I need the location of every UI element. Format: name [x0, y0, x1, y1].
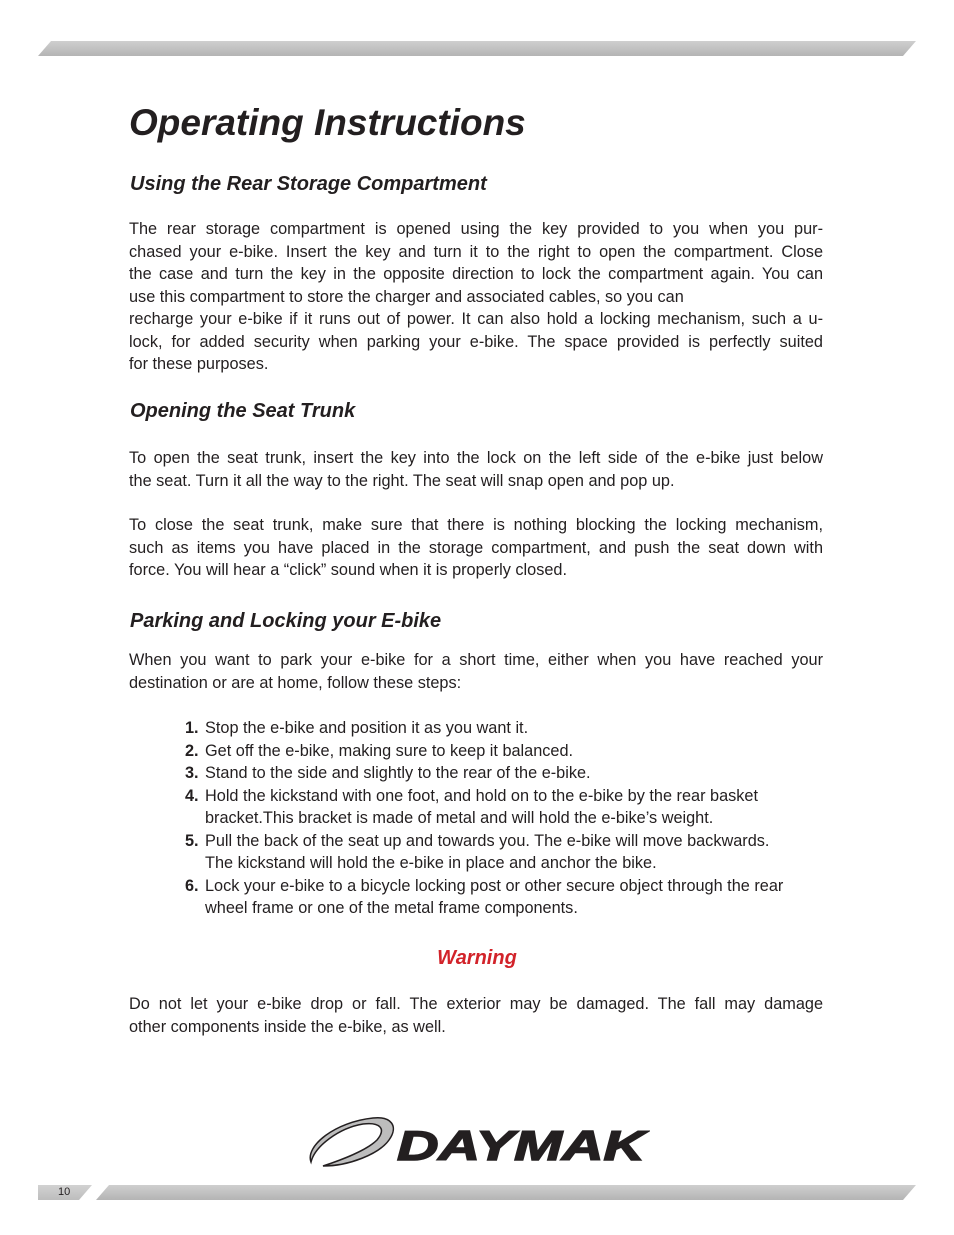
step-text-continued: The kickstand will hold the e-bike in place and anchor the bike.: [205, 854, 657, 872]
logo-swoosh-icon: [310, 1118, 393, 1166]
text-line: recharge your e-bike if it runs out of power. It can also hold a locking mechanism, such a u-: [129, 310, 823, 328]
step-number: 4.: [185, 786, 199, 805]
heading-parking: Parking and Locking your E-bike: [130, 610, 442, 632]
step-number: 3.: [185, 764, 199, 782]
text-line: such as items you have placed in the storage compartment, and push the seat down with: [129, 538, 823, 557]
text-line: the case and turn the key in the opposite direction to lock the compartment again. You can: [129, 265, 823, 283]
text-line: force. You will hear a “click” sound when it is properly closed.: [129, 561, 567, 579]
list-item: [185, 875, 830, 920]
paragraph-warning: [129, 993, 823, 1038]
paragraph-seat-trunk-open: [129, 447, 823, 492]
list-item: [185, 762, 830, 785]
text-line: use this compartment to store the charger and associated cables, so you can: [129, 287, 684, 306]
step-number: 2.: [185, 741, 199, 760]
text-line: When you want to park your e-bike for a short time, either when you have reached your: [129, 651, 823, 669]
paragraph-parking-intro: [129, 649, 823, 694]
step-number: 6.: [185, 876, 199, 895]
step-text: Get off the e-bike, making sure to keep it balanced.: [205, 741, 574, 760]
text-line: other components inside the e-bike, as well.: [129, 1017, 446, 1036]
heading-rear-storage: Using the Rear Storage Compartment: [130, 173, 487, 195]
step-number: 1.: [185, 719, 199, 737]
list-item: [185, 830, 830, 875]
list-item: [185, 717, 830, 740]
page-number: 10: [58, 1186, 71, 1198]
text-line: lock, for added security when parking your e-bike. The space provided is perfectly suited: [129, 332, 823, 351]
footer-decor-bar: [96, 1185, 916, 1200]
step-text: Hold the kickstand with one foot, and hold on to the e-bike by the rear basket: [205, 786, 758, 805]
paragraph-seat-trunk-close: [129, 514, 823, 582]
logo-wordmark: DAYMAK: [397, 1122, 649, 1169]
parking-steps-list: [185, 717, 830, 920]
list-item: [185, 785, 830, 830]
text-line: chased your e-bike. Insert the key and turn it to the right to open the compartment. Close: [129, 242, 823, 261]
heading-seat-trunk: Opening the Seat Trunk: [130, 400, 356, 422]
text-line: the seat. Turn it all the way to the right. The seat will snap open and pop up.: [129, 471, 675, 490]
text-line: The rear storage compartment is opened using the key provided to you when you pur-: [129, 220, 823, 238]
text-line: To close the seat trunk, make sure that there is nothing blocking the locking mechanism,: [129, 516, 823, 534]
text-line: To open the seat trunk, insert the key into the lock on the left side of the e-bike just below: [129, 449, 823, 467]
daymak-logo: [305, 1110, 650, 1170]
step-text: Stop the e-bike and position it as you want it.: [205, 719, 529, 737]
text-line: destination or are at home, follow these steps:: [129, 673, 462, 692]
warning-heading: Warning: [437, 947, 517, 969]
step-text-continued: wheel frame or one of the metal frame components.: [205, 899, 578, 917]
paragraph-rear-storage: [129, 218, 823, 376]
text-line: Do not let your e-bike drop or fall. The exterior may be damaged. The fall may damage: [129, 995, 823, 1013]
step-text: Lock your e-bike to a bicycle locking post or other secure object through the rear: [205, 876, 784, 895]
step-number: 5.: [185, 831, 199, 850]
step-text-continued: bracket.This bracket is made of metal and will hold the e-bike’s weight.: [205, 809, 714, 827]
header-decor-bar: [38, 41, 916, 56]
page-title: Operating Instructions: [129, 102, 526, 143]
step-text: Stand to the side and slightly to the rear of the e-bike.: [205, 764, 591, 782]
list-item: [185, 740, 830, 763]
text-line: for these purposes.: [129, 355, 269, 373]
step-text: Pull the back of the seat up and towards you. The e-bike will move backwards.: [205, 831, 770, 850]
